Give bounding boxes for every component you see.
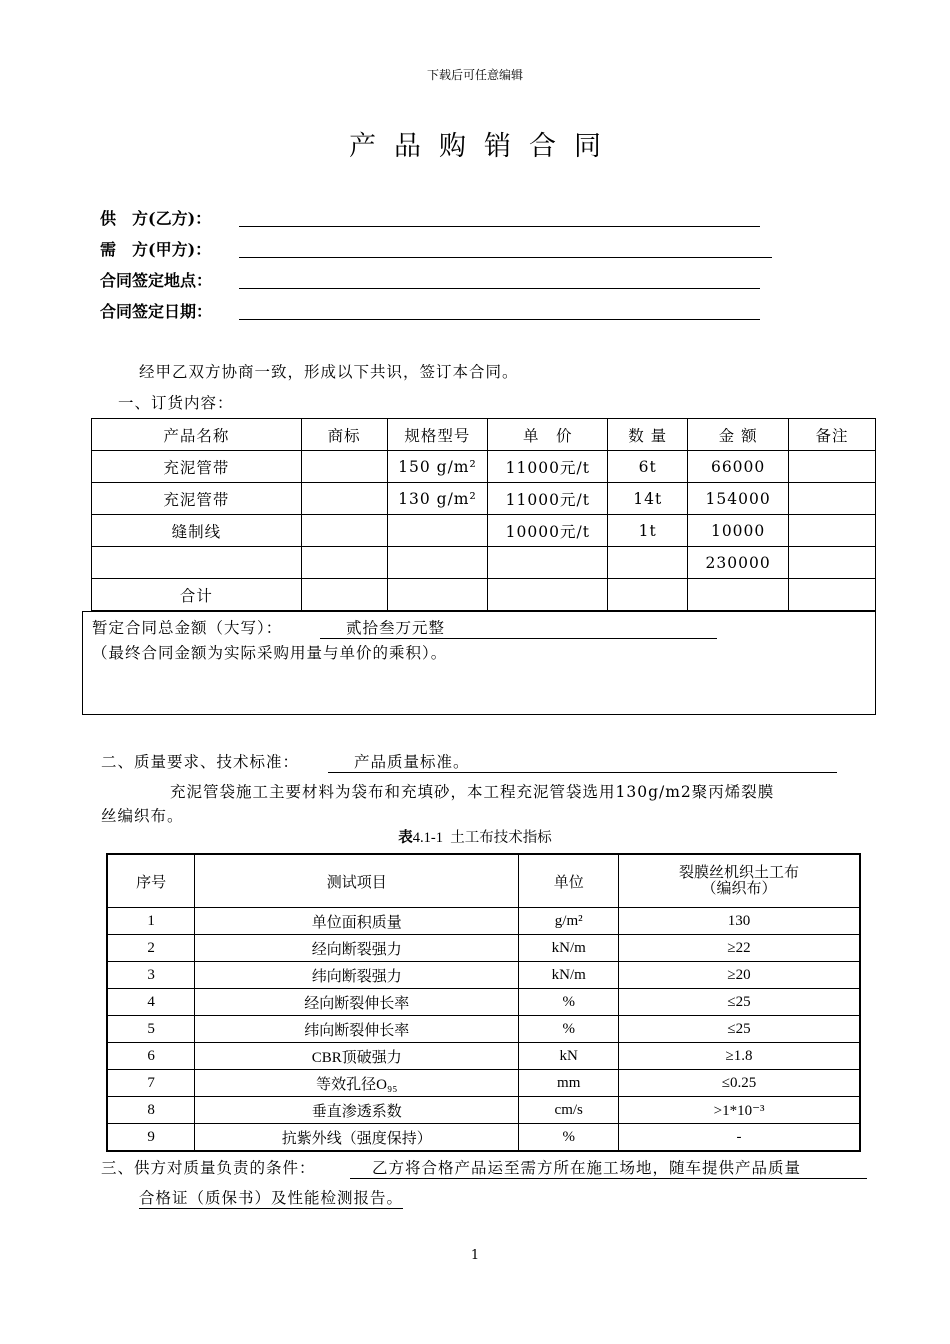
col-header: 产品名称 xyxy=(92,419,302,451)
table-cell: 经向断裂伸长率 xyxy=(195,989,519,1016)
table-cell: ≥22 xyxy=(619,935,860,962)
caption-number: 4.1-1 xyxy=(412,830,443,846)
table-cell: 抗紫外线（强度保持） xyxy=(195,1124,519,1152)
table-cell: 合计 xyxy=(92,579,302,611)
section3-line2: 合格证（质保书）及性能检测报告。 xyxy=(139,1186,403,1209)
buyer-blank xyxy=(239,256,772,258)
table-cell: kN/m xyxy=(519,935,619,962)
page-title: 产品购销合同 xyxy=(349,131,619,162)
table-row xyxy=(107,1097,860,1124)
supplier-label: 供 方(乙方)： xyxy=(100,209,212,228)
header-note: 下载后可任意编辑 xyxy=(426,68,523,82)
intro-text: 经甲乙双方协商一致，形成以下共识，签订本合同。 xyxy=(139,363,519,381)
table-row xyxy=(107,962,860,989)
table-cell: % xyxy=(519,989,619,1016)
table-cell xyxy=(789,483,876,515)
table-cell: 14t xyxy=(608,483,688,515)
table-cell: 6t xyxy=(608,451,688,483)
caption-text: 土工布技术指标 xyxy=(450,830,552,846)
table-cell: cm/s xyxy=(519,1097,619,1124)
caption-label: 表 xyxy=(398,830,413,846)
table-cell: 2 xyxy=(107,935,195,962)
section2-label: 二、质量要求、技术标准： xyxy=(101,753,300,771)
page-number: 1 xyxy=(470,1248,480,1263)
table-cell: ≥20 xyxy=(619,962,860,989)
table-cell xyxy=(387,547,488,579)
table-cell: 130 g/m² xyxy=(387,483,488,515)
table-cell xyxy=(789,547,876,579)
table-cell: 充泥管带 xyxy=(92,483,302,515)
col-header: 序号 xyxy=(107,854,195,908)
table-row xyxy=(92,483,876,515)
table-row xyxy=(107,935,860,962)
section2-para-line1: 充泥管袋施工主要材料为袋布和充填砂，本工程充泥管袋选用130g/m2聚丙烯裂膜 xyxy=(170,783,775,801)
table-cell xyxy=(789,451,876,483)
table-cell: ≥1.8 xyxy=(619,1043,860,1070)
table-cell: 8 xyxy=(107,1097,195,1124)
section2-value: 产品质量标准。 xyxy=(328,750,837,773)
table-cell: >1*10⁻³ xyxy=(619,1097,860,1124)
table-cell: 等效孔径O₉₅ xyxy=(195,1070,519,1097)
table-row xyxy=(92,451,876,483)
col-header: 数 量 xyxy=(608,419,688,451)
table-cell: mm xyxy=(519,1070,619,1097)
table-cell: 5 xyxy=(107,1016,195,1043)
table-cell: g/m² xyxy=(519,908,619,935)
sign-date-blank xyxy=(239,318,760,320)
table-row xyxy=(107,989,860,1016)
col-header: 单位 xyxy=(519,854,619,908)
table-cell: 66000 xyxy=(688,451,789,483)
tech-table-header xyxy=(107,854,860,908)
buyer-label: 需 方(甲方)： xyxy=(100,240,212,259)
table-cell: % xyxy=(519,1124,619,1152)
table-cell: 充泥管带 xyxy=(92,451,302,483)
table-cell: 纬向断裂伸长率 xyxy=(195,1016,519,1043)
table-cell: 缝制线 xyxy=(92,515,302,547)
table-cell: 单位面积质量 xyxy=(195,908,519,935)
col-header: 商标 xyxy=(301,419,387,451)
table-cell: 7 xyxy=(107,1070,195,1097)
table-cell xyxy=(608,579,688,611)
table-cell: 230000 xyxy=(688,547,789,579)
table-cell xyxy=(301,579,387,611)
table-cell: 150 g/m² xyxy=(387,451,488,483)
table-cell: ≤0.25 xyxy=(619,1070,860,1097)
table-cell: 10000 xyxy=(688,515,789,547)
table-caption xyxy=(0,826,950,847)
table-row xyxy=(92,547,876,579)
table-row xyxy=(107,1070,860,1097)
sign-place-label: 合同签定地点： xyxy=(100,271,213,290)
order-table xyxy=(91,418,876,611)
table-cell: ≤25 xyxy=(619,989,860,1016)
table-row xyxy=(92,515,876,547)
table-cell: 130 xyxy=(619,908,860,935)
sign-date-label: 合同签定日期： xyxy=(100,302,213,321)
table-cell xyxy=(789,579,876,611)
section3-line1: 乙方将合格产品运至需方所在施工场地，随车提供产品质量 xyxy=(350,1156,867,1179)
table-cell: 11000元/t xyxy=(488,451,608,483)
table-cell xyxy=(387,515,488,547)
table-row xyxy=(107,908,860,935)
table-cell xyxy=(488,579,608,611)
table-cell xyxy=(301,547,387,579)
table-cell: CBR顶破强力 xyxy=(195,1043,519,1070)
table-cell: 11000元/t xyxy=(488,483,608,515)
table-cell xyxy=(301,483,387,515)
table-cell: 4 xyxy=(107,989,195,1016)
table-cell xyxy=(608,547,688,579)
total-label: 暂定合同总金额（大写）： xyxy=(92,619,283,637)
table-cell xyxy=(301,451,387,483)
col-header: 备注 xyxy=(789,419,876,451)
table-cell xyxy=(301,515,387,547)
table-cell: ≤25 xyxy=(619,1016,860,1043)
section2-para-line2: 丝编织布。 xyxy=(101,807,184,825)
table-cell xyxy=(488,547,608,579)
section1-title: 一、订货内容： xyxy=(118,394,234,412)
table-cell xyxy=(789,515,876,547)
col-header-line2: （编织布） xyxy=(701,881,777,897)
table-row xyxy=(107,1043,860,1070)
table-cell: 1t xyxy=(608,515,688,547)
table-row xyxy=(107,1124,860,1152)
col-header: 金 额 xyxy=(688,419,789,451)
col-header: 规格型号 xyxy=(387,419,488,451)
table-cell: 经向断裂强力 xyxy=(195,935,519,962)
table-cell xyxy=(688,579,789,611)
table-cell: 3 xyxy=(107,962,195,989)
table-cell: kN xyxy=(519,1043,619,1070)
col-header-line1: 裂膜丝机织土工布 xyxy=(679,865,800,881)
col-header xyxy=(619,854,860,908)
table-cell: 154000 xyxy=(688,483,789,515)
table-cell xyxy=(92,547,302,579)
table-cell xyxy=(387,579,488,611)
table-row xyxy=(107,1016,860,1043)
table-cell: 10000元/t xyxy=(488,515,608,547)
order-table-header xyxy=(92,419,876,451)
table-cell: 纬向断裂强力 xyxy=(195,962,519,989)
table-cell: kN/m xyxy=(519,962,619,989)
tech-spec-table xyxy=(106,853,861,1152)
table-cell: 6 xyxy=(107,1043,195,1070)
col-header: 测试项目 xyxy=(195,854,519,908)
supplier-blank xyxy=(239,225,760,227)
table-cell: % xyxy=(519,1016,619,1043)
table-row-total xyxy=(92,579,876,611)
sign-place-blank xyxy=(239,287,760,289)
table-cell: 9 xyxy=(107,1124,195,1152)
table-cell: 1 xyxy=(107,908,195,935)
col-header: 单 价 xyxy=(488,419,608,451)
table-cell: - xyxy=(619,1124,860,1152)
section3-label: 三、供方对质量负责的条件： xyxy=(101,1159,316,1177)
total-value: 贰拾叁万元整 xyxy=(320,616,717,639)
table-cell: 垂直渗透系数 xyxy=(195,1097,519,1124)
total-note: （最终合同金额为实际采购用量与单价的乘积）。 xyxy=(92,644,448,662)
